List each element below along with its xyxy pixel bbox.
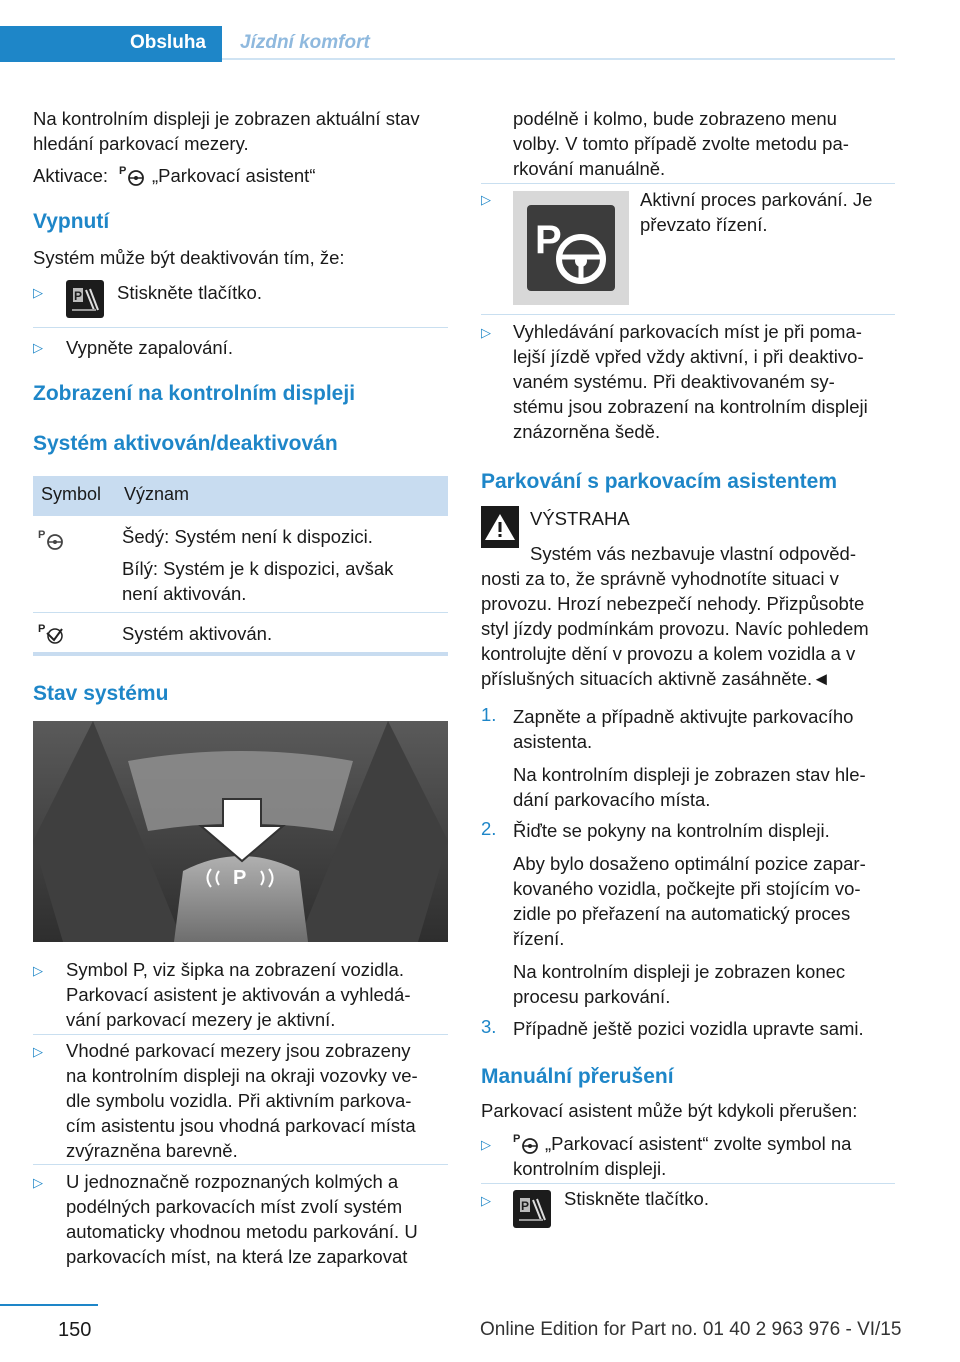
- step-2-sub-line1: Aby bylo dosaženo optimální pozice zapar-: [513, 853, 866, 874]
- warning-line2: nosti za to, že správně vyhodnotíte situaci v: [481, 568, 839, 589]
- search-item-line5: znázorněna šedě.: [513, 421, 661, 442]
- status-item-1-line3: vání parkovací mezery je aktivní.: [66, 1009, 336, 1030]
- cont-line1: podélně i kolmo, bude zobrazeno menu: [513, 108, 837, 129]
- cont-line2: volby. V tomto případě zvolte metodu pa-: [513, 133, 849, 154]
- step-2-sub-line4: řízení.: [513, 928, 565, 949]
- footer-edition: Online Edition for Part no. 01 40 2 963 976 - VI/15: [480, 1319, 902, 1340]
- table-row1-line: Šedý: Systém není k dispozici.: [122, 526, 373, 547]
- step-1-line2: asistenta.: [513, 731, 593, 752]
- display-heading: Zobrazení na kontrolním displeji: [33, 382, 356, 405]
- svg-text:P: P: [38, 529, 46, 541]
- header-rule: [222, 58, 895, 60]
- display-screenshot: [33, 721, 448, 942]
- bullet-triangle-icon: ▷: [33, 285, 43, 300]
- activation-prefix: Aktivace:: [33, 165, 109, 186]
- divider: [33, 1034, 448, 1035]
- divider: [481, 183, 895, 184]
- table-bottom-rule: [33, 652, 448, 656]
- off-item-1: Stiskněte tlačítko.: [117, 282, 262, 303]
- photo-p-letter: P: [233, 867, 247, 889]
- bullet-triangle-icon: ▷: [481, 325, 491, 340]
- status-item-3-line2: podélných parkovacích míst zvolí systém: [66, 1196, 403, 1217]
- col-symbol: Symbol: [41, 484, 102, 504]
- cont-line3: rkování manuálně.: [513, 158, 666, 179]
- svg-text:P: P: [38, 623, 46, 635]
- manual-text: Parkovací asistent může být kdykoli přerušen:: [481, 1100, 858, 1121]
- intro-line-1: Na kontrolním displeji je zobrazen aktuální stav: [33, 108, 420, 129]
- step-2-sub2-line1: Na kontrolním displeji je zobrazen konec: [513, 961, 846, 982]
- step-2-line1: Řiďte se pokyny na kontrolním displeji.: [513, 820, 830, 841]
- step-2-sub2-line2: procesu parkování.: [513, 986, 671, 1007]
- warning-icon: [481, 506, 519, 548]
- table-header: [33, 476, 448, 516]
- step-3-line1: Případně ještě pozici vozidla upravte sami.: [513, 1018, 864, 1039]
- status-heading: Stav systému: [33, 682, 169, 705]
- off-heading: Vypnutí: [33, 210, 110, 233]
- status-item-2-line2: na kontrolním displeji na okraji vozovky ve-: [66, 1065, 418, 1086]
- svg-text:P: P: [513, 1133, 521, 1145]
- activation-label: „Parkovací asistent“: [152, 165, 316, 186]
- off-text: Systém může být deaktivován tím, že:: [33, 247, 345, 268]
- tab-obsluha-label: Obsluha: [129, 32, 206, 53]
- parking-assist-icon: [513, 1131, 541, 1155]
- status-item-3-line3: automaticky vhodnou metodu parkování. U: [66, 1221, 418, 1242]
- manual-item-1-line2: kontrolním displeji.: [513, 1158, 667, 1179]
- page-number: 150: [58, 1319, 92, 1341]
- bullet-triangle-icon: ▷: [33, 340, 43, 355]
- parking-assist-active-icon: [38, 621, 66, 645]
- status-item-2-line1: Vhodné parkovací mezery jsou zobrazeny: [66, 1040, 411, 1061]
- step-3-number: 3.: [481, 1016, 497, 1037]
- bullet-triangle-icon: ▷: [33, 963, 43, 978]
- bullet-triangle-icon: ▷: [481, 1193, 491, 1208]
- step-1-sub-line2: dání parkovacího místa.: [513, 789, 711, 810]
- divider: [481, 1183, 895, 1184]
- table-row-divider: [33, 612, 448, 613]
- status-item-3-line4: parkovacích míst, na která lze zaparkovat: [66, 1246, 408, 1267]
- step-1-sub-line1: Na kontrolním displeji je zobrazen stav hle-: [513, 764, 866, 785]
- parking-heading: Parkování s parkovacím asistentem: [481, 470, 838, 493]
- warning-line3: provozu. Hrozí nebezpečí nehody. Přizpůsobte: [481, 593, 865, 614]
- svg-text:P: P: [535, 218, 562, 262]
- step-1-number: 1.: [481, 704, 497, 725]
- tab-obsluha[interactable]: [0, 26, 222, 62]
- active-item-line1: Aktivní proces parkování. Je: [640, 189, 873, 210]
- bullet-triangle-icon: ▷: [33, 1044, 43, 1059]
- warning-line5: kontrolujte dění v provozu a kolem vozidla a v: [481, 643, 856, 664]
- warning-line4: styl jízdy podmínkám provozu. Navíc pohledem: [481, 618, 869, 639]
- manual-item-1-line1: „Parkovací asistent“ zvolte symbol na: [545, 1133, 852, 1154]
- status-item-1-line2: Parkovací asistent je aktivován a vyhledá-: [66, 984, 411, 1005]
- col-meaning: Význam: [124, 484, 190, 504]
- divider: [33, 1164, 448, 1165]
- state-heading: Systém aktivován/deaktivován: [33, 432, 338, 455]
- warning-line1: Systém vás nezbavuje vlastní odpověd-: [530, 543, 856, 564]
- off-item-2: Vypněte zapalování.: [66, 337, 233, 358]
- bullet-triangle-icon: ▷: [481, 192, 491, 207]
- step-2-number: 2.: [481, 818, 497, 839]
- footer-rule: [0, 1304, 98, 1306]
- status-item-2-line5: zvýrazněna barevně.: [66, 1140, 238, 1161]
- svg-text:P: P: [119, 165, 127, 177]
- manual-heading: Manuální přerušení: [481, 1065, 674, 1088]
- status-item-3-line1: U jednoznačně rozpoznaných kolmých a: [66, 1171, 399, 1192]
- svg-text:P: P: [74, 289, 83, 303]
- step-2-sub-line3: zidle po přeřazení na automatický proces: [513, 903, 851, 924]
- table-row2: Systém aktivován.: [122, 623, 273, 644]
- tab-jizdni-komfort[interactable]: Jízdní komfort: [240, 32, 370, 53]
- search-item-line2: lejší jízdě vpřed vždy aktivní, i při deaktivo-: [513, 346, 864, 367]
- search-item-line4: stému jsou zobrazení na kontrolním displeji: [513, 396, 868, 417]
- status-item-2-line3: dle symbolu vozidla. Při aktivním parkova-: [66, 1090, 412, 1111]
- table-row1b-line1: Bílý: Systém je k dispozici, avšak: [122, 558, 394, 579]
- search-item-line1: Vyhledávání parkovacích míst je při poma-: [513, 321, 862, 342]
- intro-line-2: hledání parkovací mezery.: [33, 133, 249, 154]
- status-item-1-line1: Symbol P, viz šipka na zobrazení vozidla.: [66, 959, 404, 980]
- status-item-2-line4: cím asistentu jsou vhodná parkovací místa: [66, 1115, 416, 1136]
- park-button-icon: [513, 1190, 551, 1228]
- divider: [33, 327, 448, 328]
- search-item-line3: vaném systému. Při deaktivovaném sy-: [513, 371, 835, 392]
- warning-line6: příslušných situacích aktivně zasáhněte.◄: [481, 668, 831, 689]
- warning-title: VÝSTRAHA: [530, 508, 630, 529]
- bullet-triangle-icon: ▷: [481, 1137, 491, 1152]
- parking-assist-gray-icon: [38, 527, 66, 551]
- divider: [481, 314, 895, 315]
- svg-text:P: P: [521, 1199, 530, 1213]
- park-button-icon: [66, 280, 104, 318]
- parking-assist-icon: [119, 163, 147, 187]
- step-2-sub-line2: kovaného vozidla, počkejte při stojícím vo-: [513, 878, 861, 899]
- manual-item-2: Stiskněte tlačítko.: [564, 1188, 709, 1209]
- table-row1b-line2: není aktivován.: [122, 583, 247, 604]
- bullet-triangle-icon: ▷: [33, 1175, 43, 1190]
- header-tabs: [0, 26, 895, 62]
- step-1-line1: Zapněte a případně aktivujte parkovacího: [513, 706, 854, 727]
- active-item-line2: převzato řízení.: [640, 214, 768, 235]
- active-parking-symbol: [513, 191, 629, 305]
